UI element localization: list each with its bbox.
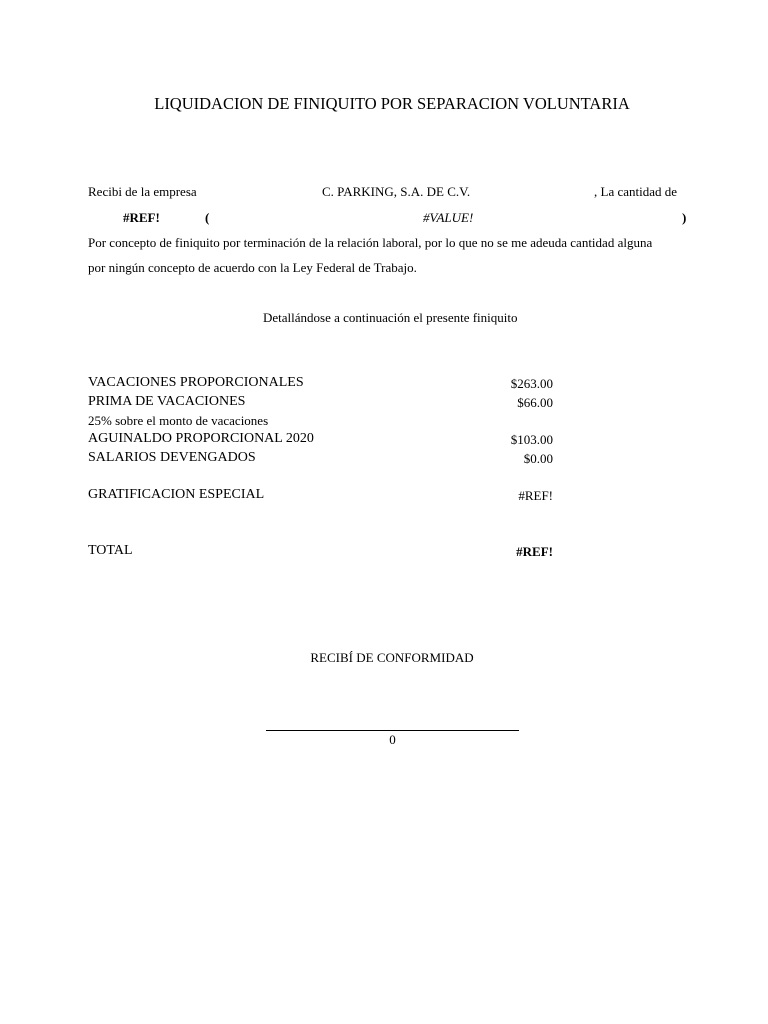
item-label-prima: PRIMA DE VACACIONES — [88, 394, 246, 409]
item-label-gratificacion: GRATIFICACION ESPECIAL — [88, 487, 265, 502]
amount-value: #REF! — [123, 210, 160, 225]
concept-line-2: por ningún concepto de acuerdo con la Ley Federal de Trabajo. — [88, 260, 417, 275]
concept-line-1: Por concepto de finiquito por terminación de la relación laboral, por lo que no se me adeuda cantidad alguna — [88, 235, 653, 250]
item-note-prima: 25% sobre el monto de vacaciones — [88, 413, 269, 428]
item-amount-salarios: $0.00 — [523, 451, 553, 466]
amount-words: #VALUE! — [423, 210, 474, 225]
item-amount-aguinaldo: $103.00 — [510, 432, 553, 447]
total-label: TOTAL — [88, 543, 133, 558]
paren-close: ) — [682, 210, 687, 225]
item-amount-vacaciones: $263.00 — [510, 376, 553, 391]
paren-open: ( — [205, 210, 210, 225]
item-amount-gratificacion: #REF! — [518, 488, 553, 503]
item-label-aguinaldo: AGUINALDO PROPORCIONAL 2020 — [88, 431, 314, 446]
conformity-heading: RECIBÍ DE CONFORMIDAD — [310, 650, 474, 665]
signature-line — [266, 730, 519, 731]
amount-label: , La cantidad de — [594, 184, 678, 199]
receipt-intro: Recibi de la empresa — [88, 184, 197, 199]
item-amount-prima: $66.00 — [517, 395, 553, 410]
item-label-vacaciones: VACACIONES PROPORCIONALES — [88, 375, 304, 390]
document-title: LIQUIDACION DE FINIQUITO POR SEPARACION VOLUNTARIA — [154, 94, 630, 113]
detail-heading: Detallándose a continuación el presente finiquito — [263, 310, 518, 325]
company-name: C. PARKING, S.A. DE C.V. — [322, 184, 471, 199]
item-label-salarios: SALARIOS DEVENGADOS — [88, 450, 256, 465]
signature-name: 0 — [389, 732, 396, 747]
total-amount: #REF! — [516, 544, 553, 559]
